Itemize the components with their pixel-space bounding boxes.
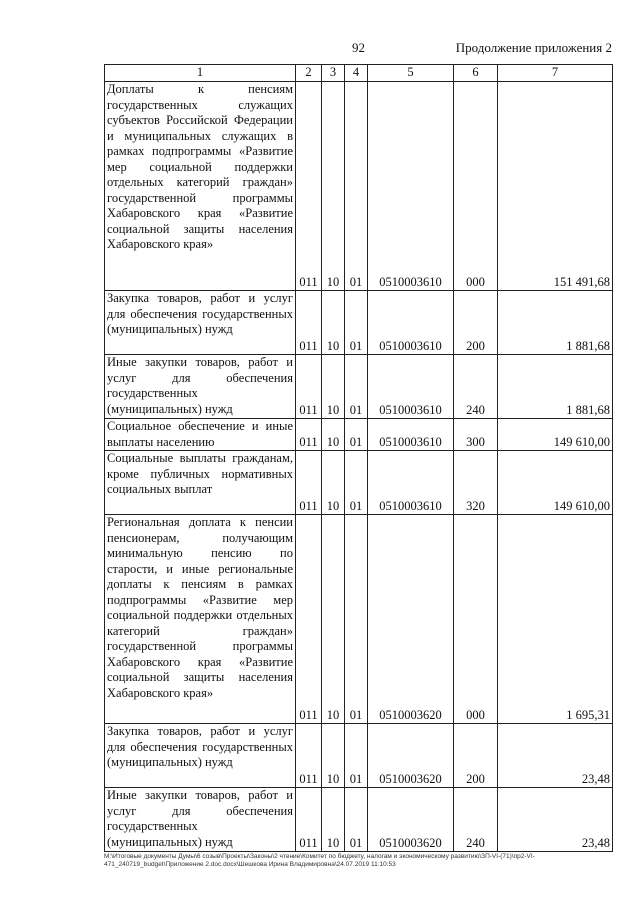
row-ministry-code: 011 <box>296 788 322 852</box>
table-row <box>105 419 613 451</box>
table-row <box>105 451 613 515</box>
row-target-article: 0510003610 <box>368 355 454 419</box>
row-subsection-code: 01 <box>345 291 368 355</box>
row-name: Доплаты к пенсиям государственных служащих субъектов Российской Федерации и муниципальных служащих в рамках подпрограммы «Развитие мер социальной поддержки отдельных категорий граждан» государственной программы Хабаровского края «Развитие социальной защиты населения Хабаровского края» <box>105 82 296 291</box>
row-name: Иные закупки товаров, работ и услуг для обеспечения государственных (муниципальных) нужд <box>105 355 296 419</box>
row-amount: 1 881,68 <box>498 291 613 355</box>
row-name: Закупка товаров, работ и услуг для обеспечения государственных (муниципальных) нужд <box>105 291 296 355</box>
table-row <box>105 82 613 291</box>
row-expense-type: 300 <box>454 419 498 451</box>
row-ministry-code: 011 <box>296 355 322 419</box>
row-amount: 23,48 <box>498 724 613 788</box>
row-subsection-code: 01 <box>345 419 368 451</box>
row-section-code: 10 <box>322 724 345 788</box>
row-expense-type: 000 <box>454 82 498 291</box>
table-row <box>105 515 613 724</box>
row-ministry-code: 011 <box>296 724 322 788</box>
footer-line-1: М:\Итоговые документы Думы\6 созыв\Проекты\Законы\2 чтение\Комитет по бюджету, налогам и экономическому развитию\ЗП-VI-(71)\пр2-VI- <box>104 853 535 860</box>
row-target-article: 0510003610 <box>368 419 454 451</box>
column-header-5: 5 <box>368 65 454 82</box>
row-amount: 1 881,68 <box>498 355 613 419</box>
row-name: Социальные выплаты гражданам, кроме публичных нормативных социальных выплат <box>105 451 296 515</box>
row-subsection-code: 01 <box>345 82 368 291</box>
row-target-article: 0510003610 <box>368 451 454 515</box>
row-expense-type: 000 <box>454 515 498 724</box>
table-row <box>105 788 613 852</box>
row-subsection-code: 01 <box>345 724 368 788</box>
row-target-article: 0510003620 <box>368 515 454 724</box>
footer-line-2: 471_240719_budget\Приложение 2.doc.docx\Шешкова Ирина Владимировна\24.07.2019 11:10:53 <box>104 861 396 868</box>
row-amount: 23,48 <box>498 788 613 852</box>
row-section-code: 10 <box>322 451 345 515</box>
row-amount: 149 610,00 <box>498 419 613 451</box>
row-ministry-code: 011 <box>296 291 322 355</box>
row-section-code: 10 <box>322 515 345 724</box>
row-section-code: 10 <box>322 82 345 291</box>
row-ministry-code: 011 <box>296 82 322 291</box>
table-row <box>105 724 613 788</box>
file-path-footer <box>104 853 624 869</box>
page-number: 92 <box>352 40 365 55</box>
row-subsection-code: 01 <box>345 515 368 724</box>
row-section-code: 10 <box>322 419 345 451</box>
table-row <box>105 291 613 355</box>
row-expense-type: 240 <box>454 788 498 852</box>
row-name: Иные закупки товаров, работ и услуг для обеспечения государственных (муниципальных) нужд <box>105 788 296 852</box>
row-expense-type: 240 <box>454 355 498 419</box>
row-expense-type: 200 <box>454 724 498 788</box>
row-name: Региональная доплата к пенсии пенсионерам, получающим минимальную пенсию по старости, и иные региональные доплаты к пенсиям в рамках подпрограммы «Развитие мер социальной поддержки отдельных категорий граждан» государственной программы Хабаровского края «Развитие социальной защиты населения Хабаровского края» <box>105 515 296 724</box>
row-ministry-code: 011 <box>296 451 322 515</box>
row-target-article: 0510003620 <box>368 788 454 852</box>
row-name: Закупка товаров, работ и услуг для обеспечения государственных (муниципальных) нужд <box>105 724 296 788</box>
row-subsection-code: 01 <box>345 788 368 852</box>
row-subsection-code: 01 <box>345 355 368 419</box>
row-target-article: 0510003610 <box>368 291 454 355</box>
column-header-2: 2 <box>296 65 322 82</box>
column-header-7: 7 <box>498 65 613 82</box>
column-header-6: 6 <box>454 65 498 82</box>
row-amount: 151 491,68 <box>498 82 613 291</box>
table-row <box>105 355 613 419</box>
row-ministry-code: 011 <box>296 515 322 724</box>
row-ministry-code: 011 <box>296 419 322 451</box>
row-amount: 149 610,00 <box>498 451 613 515</box>
row-section-code: 10 <box>322 355 345 419</box>
row-target-article: 0510003620 <box>368 724 454 788</box>
row-expense-type: 200 <box>454 291 498 355</box>
row-section-code: 10 <box>322 291 345 355</box>
column-header-4: 4 <box>345 65 368 82</box>
column-header-row <box>105 65 613 82</box>
row-amount: 1 695,31 <box>498 515 613 724</box>
column-header-1: 1 <box>105 65 296 82</box>
column-header-3: 3 <box>322 65 345 82</box>
row-subsection-code: 01 <box>345 451 368 515</box>
row-expense-type: 320 <box>454 451 498 515</box>
page-caption: Продолжение приложения 2 <box>455 40 612 55</box>
row-target-article: 0510003610 <box>368 82 454 291</box>
budget-table <box>104 64 613 852</box>
row-section-code: 10 <box>322 788 345 852</box>
row-name: Социальное обеспечение и иные выплаты населению <box>105 419 296 451</box>
